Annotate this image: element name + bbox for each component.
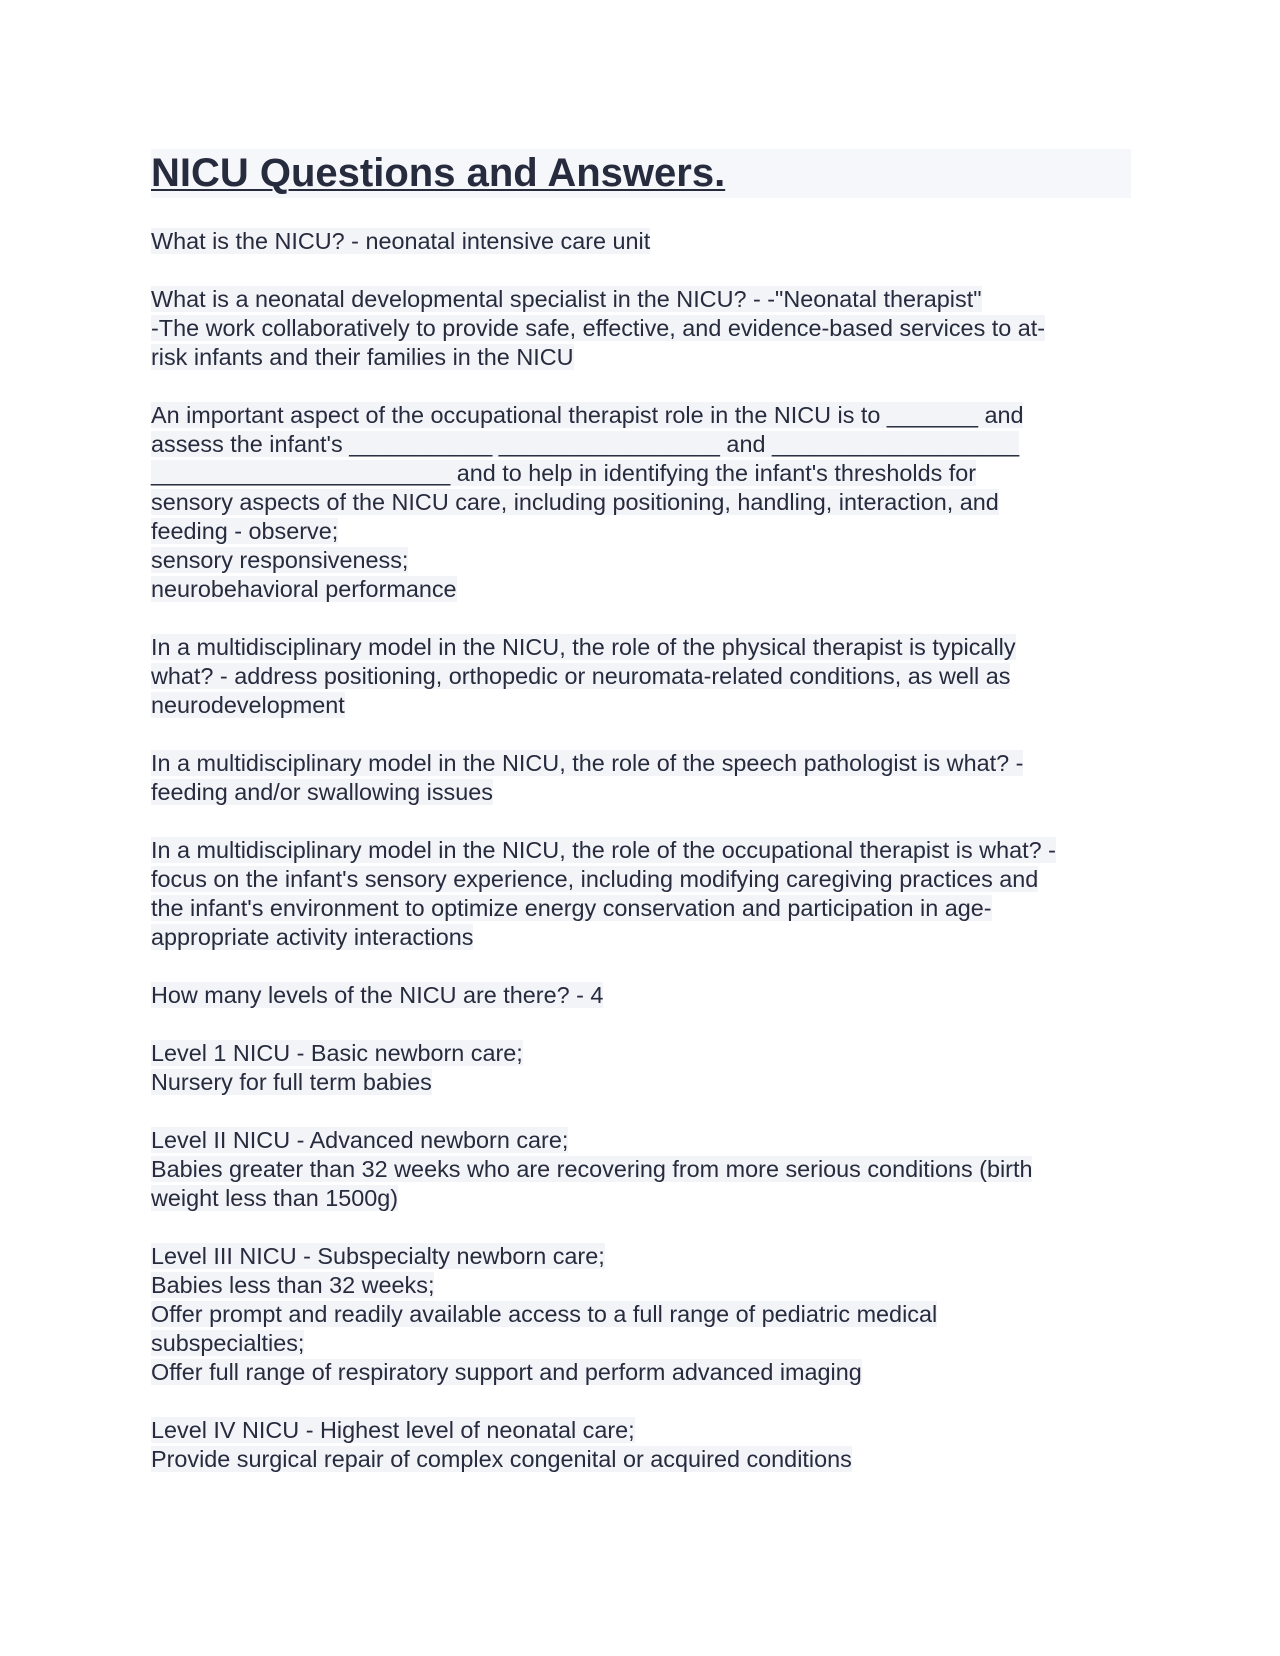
qa-line: assess the infant's ___________ _________________ and ___________________ (151, 431, 1020, 457)
qa-line: Level III NICU - Subspecialty newborn care; (151, 1243, 605, 1269)
qa-line: What is a neonatal developmental specialist in the NICU? - -"Neonatal therapist" (151, 286, 982, 312)
qa-item (151, 1126, 1131, 1213)
qa-line: In a multidisciplinary model in the NICU, the role of the speech pathologist is what? - (151, 750, 1024, 776)
qa-item (151, 836, 1131, 952)
qa-line: How many levels of the NICU are there? - 4 (151, 982, 604, 1008)
qa-line: Nursery for full term babies (151, 1069, 432, 1095)
qa-line: feeding - observe; (151, 518, 339, 544)
qa-line: Level IV NICU - Highest level of neonatal care; (151, 1417, 635, 1443)
qa-line: In a multidisciplinary model in the NICU, the role of the occupational therapist is what? - (151, 837, 1056, 863)
title-band (151, 149, 1131, 198)
qa-line: In a multidisciplinary model in the NICU, the role of the physical therapist is typically (151, 634, 1016, 660)
qa-line: neurobehavioral performance (151, 576, 457, 602)
qa-line: _______________________ and to help in identifying the infant's thresholds for (151, 460, 977, 486)
qa-line: what? - address positioning, orthopedic or neuromata-related conditions, as well as (151, 663, 1011, 689)
qa-line: sensory aspects of the NICU care, including positioning, handling, interaction, and (151, 489, 999, 515)
qa-line: sensory responsiveness; (151, 547, 409, 573)
qa-line: Offer prompt and readily available access to a full range of pediatric medical (151, 1301, 938, 1327)
qa-line: the infant's environment to optimize energy conservation and participation in age- (151, 895, 992, 921)
qa-line: Offer full range of respiratory support and perform advanced imaging (151, 1359, 862, 1385)
qa-item (151, 749, 1131, 807)
qa-line: focus on the infant's sensory experience, including modifying caregiving practices and (151, 866, 1039, 892)
qa-item (151, 285, 1131, 372)
qa-line: An important aspect of the occupational therapist role in the NICU is to _______ and (151, 402, 1024, 428)
qa-item (151, 1242, 1131, 1387)
qa-line: Level 1 NICU - Basic newborn care; (151, 1040, 523, 1066)
qa-line: Level II NICU - Advanced newborn care; (151, 1127, 569, 1153)
qa-item (151, 401, 1131, 604)
qa-item (151, 1039, 1131, 1097)
qa-line: What is the NICU? - neonatal intensive care unit (151, 228, 651, 254)
qa-line: subspecialties; (151, 1330, 305, 1356)
qa-line: appropriate activity interactions (151, 924, 474, 950)
qa-line: weight less than 1500g) (151, 1185, 399, 1211)
qa-line: Provide surgical repair of complex congenital or acquired conditions (151, 1446, 852, 1472)
qa-line: Babies greater than 32 weeks who are recovering from more serious conditions (birth (151, 1156, 1033, 1182)
qa-item (151, 633, 1131, 720)
qa-item (151, 981, 1131, 1010)
qa-line: Babies less than 32 weeks; (151, 1272, 435, 1298)
document-page (151, 149, 1131, 1503)
qa-list (151, 227, 1131, 1474)
qa-item (151, 227, 1131, 256)
document-title: NICU Questions and Answers. (151, 151, 726, 195)
qa-line: neurodevelopment (151, 692, 345, 718)
qa-line: risk infants and their families in the NICU (151, 344, 574, 370)
qa-line: -The work collaboratively to provide safe, effective, and evidence-based services to at- (151, 315, 1046, 341)
qa-line: feeding and/or swallowing issues (151, 779, 493, 805)
qa-item (151, 1416, 1131, 1474)
